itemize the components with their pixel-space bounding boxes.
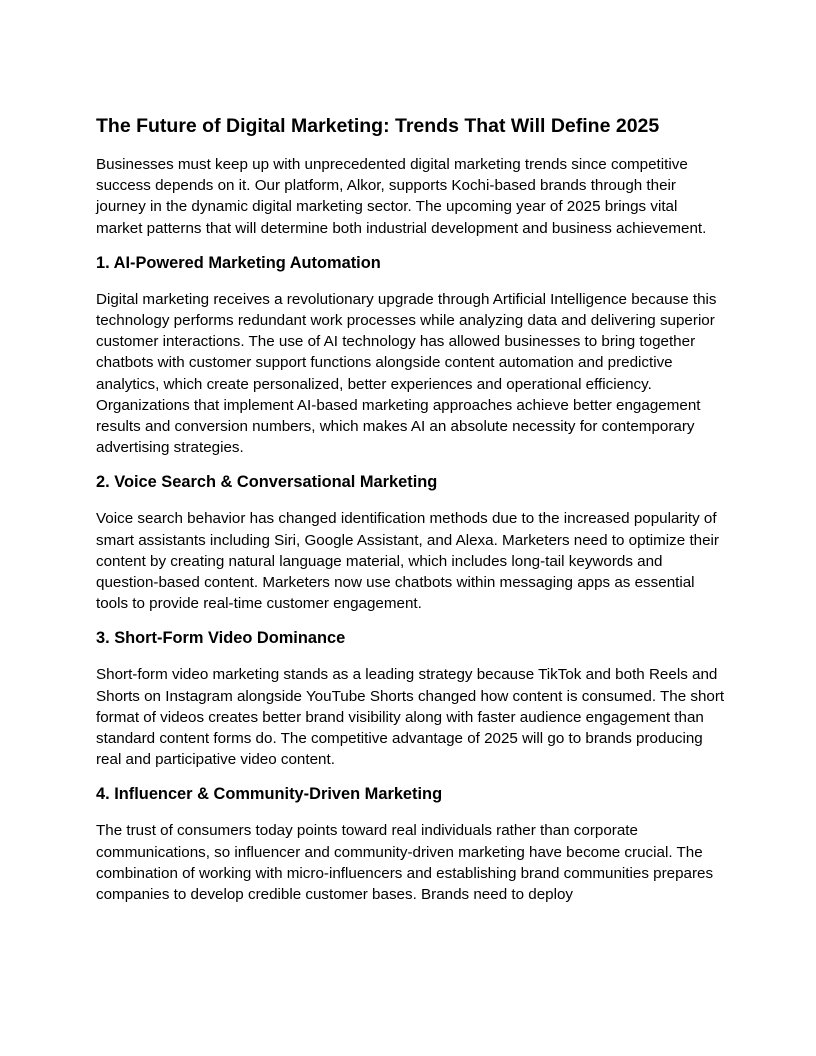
section-heading: 2. Voice Search & Conversational Marketing (96, 473, 438, 492)
intro-paragraph: Businesses must keep up with unprecedented digital marketing trends since competitive success depends on it. Our platform, Alkor, supports Kochi-based brands through their journey in the dynamic digital marketing sector. The upcoming year of 2025 brings vital market patterns that will determine both industrial development and business achievement. (96, 156, 707, 237)
section-body: The trust of consumers today points toward real individuals rather than corporate communications, so influencer and community-driven marketing have become crucial. The combination of working with micro-influencers and establishing brand communities prepares companies to develop credible customer bases. Brands need to deploy (96, 822, 714, 904)
section-heading: 1. AI-Powered Marketing Automation (96, 253, 381, 272)
section-influencer-marketing (96, 782, 726, 905)
section-heading: 3. Short-Form Video Dominance (96, 629, 346, 648)
section-heading: 4. Influencer & Community-Driven Marketing (96, 785, 443, 804)
section-body: Digital marketing receives a revolutionary upgrade through Artificial Intelligence because this technology performs redundant work processes while analyzing data and delivering superior customer interactions. The use of AI technology has allowed businesses to bring together chatbots with customer support functions alongside content automation and predictive analytics, which create personalized, better experiences and operational efficiency. Organizations that implement AI-based marketing approaches achieve better engagement results and conversion numbers, which makes AI an absolute necessity for contemporary advertising strategies. (96, 290, 717, 457)
section-short-form-video (96, 626, 726, 770)
document-title: The Future of Digital Marketing: Trends That Will Define 2025 (96, 115, 660, 137)
document-page (96, 112, 726, 917)
section-ai-automation (96, 251, 726, 459)
section-body: Voice search behavior has changed identification methods due to the increased popularity of smart assistants including Siri, Google Assistant, and Alexa. Marketers need to optimize their content by creating natural language material, which includes long-tail keywords and question-based content. Marketers now use chatbots within messaging apps as essential tools to provide real-time customer engagement. (96, 510, 719, 613)
section-body: Short-form video marketing stands as a leading strategy because TikTok and both Reels and Shorts on Instagram alongside YouTube Shorts changed how content is consumed. The short format of videos creates better brand visibility along with faster audience engagement than standard content forms do. The competitive advantage of 2025 will go to brands producing real and participative video content. (96, 666, 725, 769)
section-voice-search (96, 470, 726, 614)
